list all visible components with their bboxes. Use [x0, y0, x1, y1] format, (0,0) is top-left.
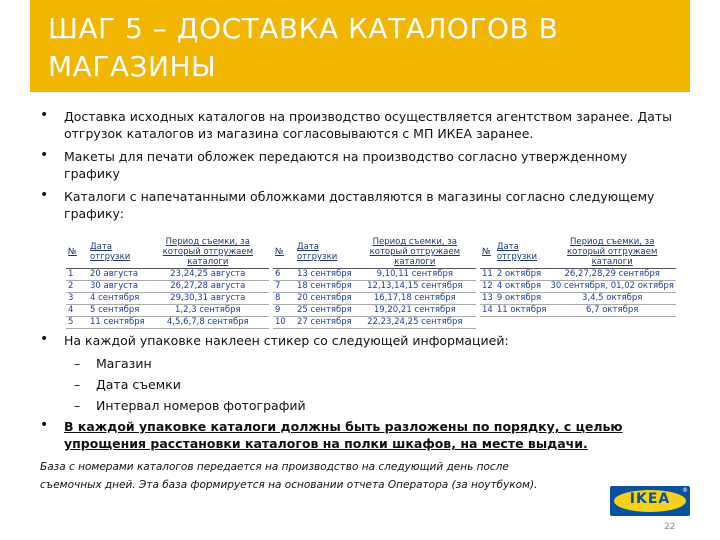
cell-period: 23,24,25 августа [147, 269, 269, 281]
col-header-num: № [273, 236, 295, 269]
cell-period: 29,30,31 августа [147, 293, 269, 305]
cell-date: 18 сентября [297, 281, 352, 291]
bullet-dot-icon: • [40, 147, 49, 163]
cell-period: 4,5,6,7,8 сентября [147, 317, 269, 329]
title-bar [30, 0, 690, 92]
cell-num: 13 [482, 293, 493, 303]
col-header-date: Дата отгрузки [295, 236, 354, 269]
table-row [66, 269, 269, 281]
slide-title: ШАГ 5 – ДОСТАВКА КАТАЛОГОВ В МАГАЗИНЫ [48, 12, 559, 83]
cell-period: 22,23,24,25 сентября [354, 317, 476, 329]
table-row [273, 305, 476, 317]
table-row [480, 305, 676, 317]
schedule-table-1 [66, 236, 269, 329]
emphasis-text: В каждой упаковке каталоги должны быть разложены по порядку, с целью упрощения расстановки каталогов на полки шкафов, на месте выдачи. [64, 419, 623, 451]
cell-period: 9,10,11 сентября [354, 269, 476, 281]
cell-num: 14 [482, 305, 493, 315]
cell-period: 3,4,5 октября [549, 293, 676, 305]
table-row [66, 293, 269, 305]
sub-item [40, 397, 680, 414]
sub-item-text: Магазин [96, 356, 152, 371]
page-number: 22 [664, 522, 676, 532]
cell-date: 5 сентября [88, 305, 147, 317]
cell-num: 2 [66, 281, 88, 293]
cell-num: 11 [482, 269, 493, 279]
table-row [273, 281, 476, 293]
note-line: съемочных дней. Эта база формируется на основании отчета Оператора (за ноутбуком). [40, 479, 538, 491]
cell-date: 9 октября [495, 293, 549, 305]
cell-date: 30 августа [88, 281, 147, 293]
bullet-item [40, 332, 680, 349]
cell-num: 10 [273, 317, 295, 329]
table-row [480, 269, 676, 281]
cell-period: 12,13,14,15 сентября [354, 281, 476, 293]
cell-date: 25 сентября [297, 305, 352, 315]
table-row [273, 293, 476, 305]
bullet-item [40, 108, 680, 142]
sub-item [40, 376, 680, 393]
registered-mark: ® [682, 487, 688, 494]
sub-item [40, 355, 680, 372]
table-row [273, 269, 476, 281]
bullet-text: На каждой упаковке наклеен стикер со следующей информацией: [64, 333, 509, 348]
bullet-item [40, 418, 680, 452]
cell-num: 5 [66, 317, 88, 329]
cell-num: 4 [66, 305, 88, 317]
table-row [480, 293, 676, 305]
cell-date: 4 октября [495, 281, 549, 293]
col-header-num: № [66, 236, 88, 269]
shipping-schedule [66, 236, 674, 327]
cell-period: 26,27,28 августа [147, 281, 269, 293]
cell-num: 3 [66, 293, 88, 305]
note-line: База с номерами каталогов передается на производство на следующий день после [40, 461, 509, 473]
cell-period: 16,17,18 сентября [354, 293, 476, 305]
cell-date: 20 августа [88, 269, 147, 281]
cell-num: 7 [273, 281, 295, 293]
dash-icon: – [74, 356, 81, 371]
cell-date: 27 сентября [297, 317, 352, 327]
bullet-text: Каталоги с напечатанными обложками доставляются в магазины согласно следующему графику: [64, 189, 655, 221]
cell-period: 30 сентября, 01,02 октября [550, 281, 674, 291]
bullet-dot-icon: • [40, 187, 49, 203]
col-header-period: Период съемки, за который отгружаем каталоги [147, 236, 269, 269]
bullet-dot-icon: • [40, 107, 49, 123]
bullet-text: Доставка исходных каталогов на производство осуществляется агентством заранее. Даты отгрузок каталогов из магазина согласовываются с МП ИКЕА заранее. [64, 109, 673, 141]
col-header-date: Дата отгрузки [88, 236, 147, 269]
table-row [273, 317, 476, 329]
dash-icon: – [74, 398, 81, 413]
cell-num: 12 [482, 281, 493, 291]
col-header-period: Период съемки, за который отгружаем каталоги [354, 236, 476, 269]
schedule-table-2 [273, 236, 476, 329]
sub-item-text: Дата съемки [96, 377, 181, 392]
bullet-dot-icon: • [40, 417, 49, 433]
bullet-item [40, 188, 680, 222]
schedule-table-3 [480, 236, 676, 317]
cell-date: 20 сентября [297, 293, 352, 303]
table-row [66, 281, 269, 293]
cell-period: 6,7 октября [549, 305, 676, 317]
col-header-period: Период съемки, за который отгружаем каталоги [549, 236, 676, 269]
bullet-dot-icon: • [40, 331, 49, 347]
cell-num: 8 [273, 293, 295, 305]
cell-num: 6 [273, 269, 295, 281]
cell-date: 11 сентября [90, 317, 145, 327]
cell-date: 4 сентября [88, 293, 147, 305]
cell-period: 19,20,21 сентября [354, 305, 476, 317]
cell-date: 11 октября [496, 305, 547, 315]
sub-item-text: Интервал номеров фотографий [96, 398, 306, 413]
table-row [480, 281, 676, 293]
cell-date: 13 сентября [297, 269, 352, 279]
table-row [66, 317, 269, 329]
ikea-logo [610, 486, 690, 516]
table-row [66, 305, 269, 317]
dash-icon: – [74, 377, 81, 392]
cell-date: 2 октября [495, 269, 549, 281]
cell-period: 1,2,3 сентября [147, 305, 269, 317]
col-header-date: Дата отгрузки [495, 236, 549, 269]
cell-num: 9 [273, 305, 295, 317]
logo-text: IKEA [629, 491, 671, 507]
bullet-item [40, 148, 680, 182]
cell-num: 1 [66, 269, 88, 281]
cell-period: 26,27,28,29 сентября [549, 269, 676, 281]
bullet-text: Макеты для печати обложек передаются на производство согласно утвержденному графику [64, 149, 628, 181]
col-header-num: № [480, 236, 495, 269]
